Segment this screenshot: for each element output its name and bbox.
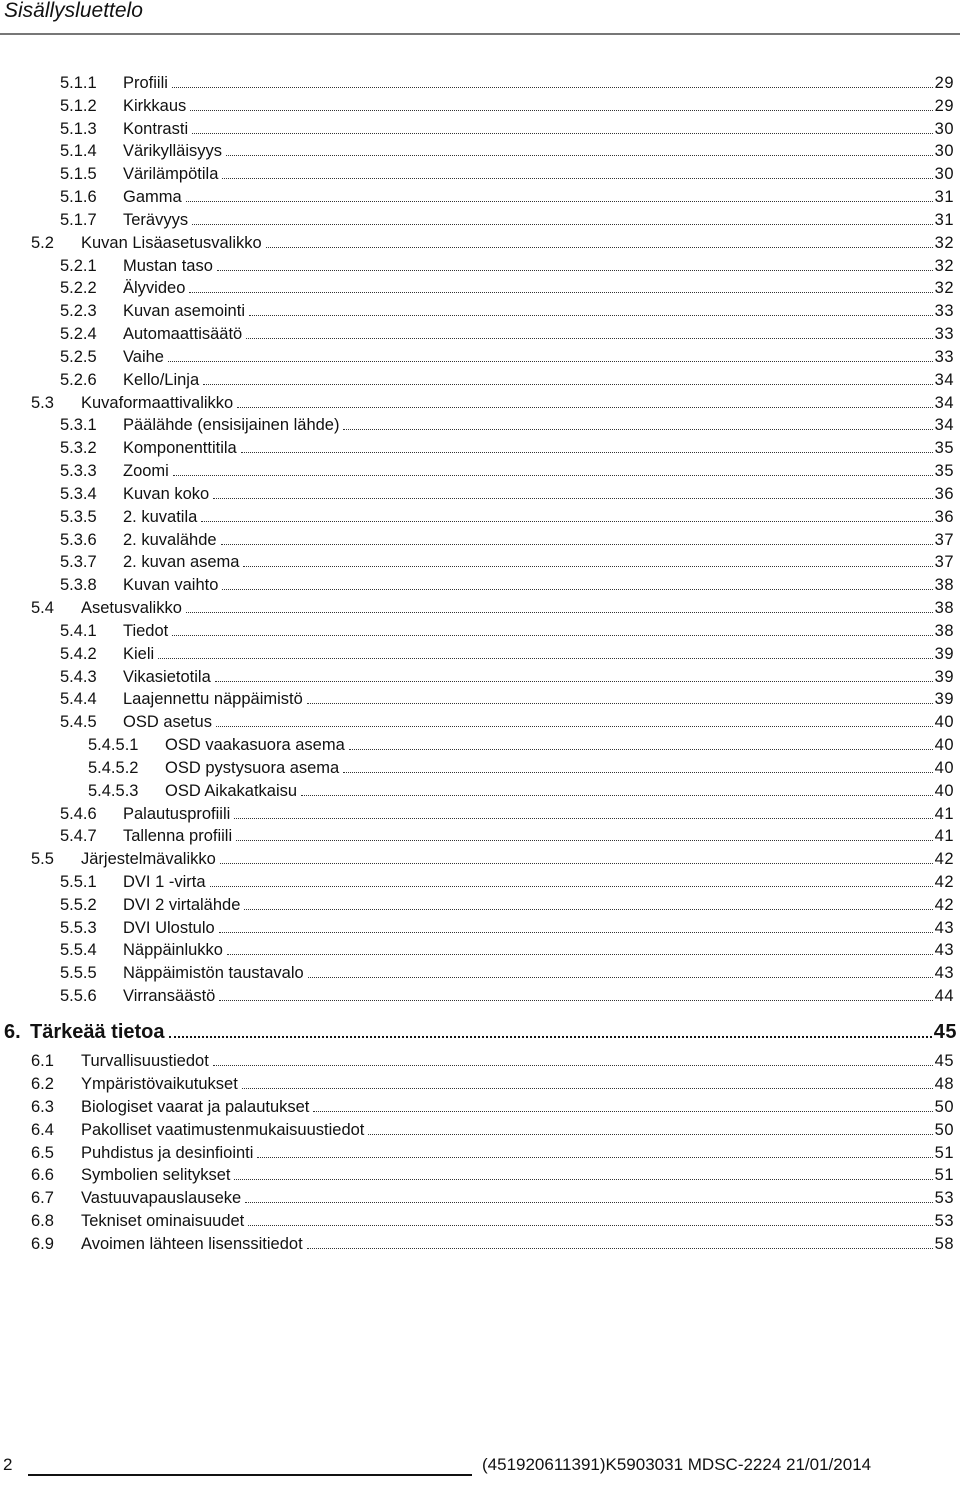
toc-entry-title: Näppäimistön taustavalo	[123, 964, 304, 983]
toc-entry-page: 38	[934, 599, 954, 618]
toc-entry-number: 5.5.6	[60, 987, 97, 1006]
toc-entry-title: Puhdistus ja desinfiointi	[81, 1143, 254, 1162]
toc-entry[interactable]	[0, 413, 960, 436]
toc-leader-dots	[226, 139, 933, 156]
toc-entry-title: Kirkkaus	[123, 96, 187, 115]
toc-leader-dots	[168, 345, 933, 362]
toc-entry[interactable]	[0, 436, 960, 459]
toc-entry-title: 2. kuvatila	[123, 507, 198, 526]
toc-leader-dots	[236, 824, 932, 841]
toc-entry[interactable]	[0, 596, 960, 619]
toc-leader-dots	[222, 162, 932, 179]
toc-entry-title: Symbolien selitykset	[81, 1166, 231, 1185]
page-header	[0, 0, 960, 36]
toc-entry-page: 42	[934, 895, 954, 914]
toc-leader-dots	[307, 687, 933, 704]
toc-entry-page: 31	[934, 210, 954, 229]
toc-entry-page: 30	[934, 142, 954, 161]
toc-entry-title: Kuvan asemointi	[123, 302, 245, 321]
toc-entry-number: 5.3	[31, 393, 54, 412]
toc-entry-title: Kello/Linja	[123, 370, 200, 389]
toc-entry-page: 39	[934, 690, 954, 709]
toc-chapter-entry[interactable]	[0, 1015, 960, 1049]
toc-entry[interactable]	[0, 322, 960, 345]
toc-leader-dots	[172, 71, 933, 88]
toc-leader-dots	[222, 573, 932, 590]
toc-entry-number: 5.5.1	[60, 872, 97, 891]
toc-entry-number: 5.5.2	[60, 895, 97, 914]
toc-entry[interactable]	[0, 1095, 960, 1118]
toc-entry-page: 34	[934, 416, 954, 435]
toc-entry[interactable]	[0, 71, 960, 94]
toc-chapter-number: 6.	[4, 1020, 21, 1043]
toc-entry-page: 37	[934, 553, 954, 572]
toc-entry[interactable]	[0, 1049, 960, 1072]
toc-entry-title: Järjestelmävalikko	[81, 850, 216, 869]
toc-entry-page: 53	[934, 1189, 954, 1208]
toc-entry-title: Profiili	[123, 74, 168, 92]
toc-entry-page: 30	[934, 119, 954, 138]
toc-entry-number: 5.3.1	[60, 416, 97, 435]
toc-entry-title: Avoimen lähteen lisenssitiedot	[81, 1235, 303, 1254]
toc-entry-page: 31	[934, 188, 954, 207]
toc-entry-page: 58	[934, 1235, 954, 1254]
toc-entry[interactable]	[0, 505, 960, 528]
toc-entry-title: Näppäinlukko	[123, 941, 223, 960]
toc-entry-title: Zoomi	[123, 462, 169, 481]
toc-entry-page: 43	[934, 964, 954, 983]
toc-leader-dots	[186, 185, 933, 202]
toc-entry-title: Palautusprofiili	[123, 804, 231, 823]
toc-entry-title: Kuvan vaihto	[123, 576, 219, 595]
toc-leader-dots	[219, 984, 932, 1001]
toc-entry-number: 6.2	[31, 1074, 54, 1093]
page-footer	[0, 1455, 960, 1485]
toc-entry[interactable]	[0, 847, 960, 870]
toc-entry-number: 5.4.5.2	[88, 758, 139, 777]
toc-entry[interactable]	[0, 276, 960, 299]
toc-leader-dots	[189, 276, 932, 293]
toc-entry-number: 5.4	[31, 599, 54, 618]
toc-leader-dots	[249, 299, 933, 316]
toc-entry-number: 5.4.4	[60, 690, 97, 709]
toc-entry-number: 6.9	[31, 1235, 54, 1254]
toc-leader-dots	[186, 596, 933, 613]
toc-leader-dots	[244, 893, 932, 910]
toc-entry-number: 5.4.5.1	[88, 736, 139, 755]
toc-leader-dots	[248, 1209, 932, 1226]
toc-entry[interactable]	[0, 1141, 960, 1164]
toc-entry-title: Asetusvalikko	[81, 599, 182, 618]
toc-entry-title: Virransäästö	[123, 987, 216, 1006]
toc-entry-number: 5.3.5	[60, 507, 97, 526]
toc-entry-page: 41	[934, 804, 954, 823]
toc-leader-dots	[349, 733, 933, 750]
toc-entry[interactable]	[0, 916, 960, 939]
toc-entry-number: 5.2.3	[60, 302, 97, 321]
toc-entry[interactable]	[0, 345, 960, 368]
toc-entry-number: 5.4.3	[60, 667, 97, 686]
toc-entry-page: 29	[934, 96, 954, 115]
toc-entry-title: Päälähde (ensisijainen lähde)	[123, 416, 340, 435]
toc-leader-dots	[210, 870, 933, 887]
toc-leader-dots	[173, 459, 933, 476]
toc-entry-title: 2. kuvan asema	[123, 553, 240, 572]
toc-entry-number: 5.4.7	[60, 827, 97, 846]
toc-chapter-page: 45	[933, 1020, 957, 1043]
toc-leader-dots	[266, 231, 933, 248]
toc-entry[interactable]	[0, 779, 960, 802]
toc-entry[interactable]	[0, 687, 960, 710]
toc-entry-title: Kuvan koko	[123, 484, 210, 503]
toc-entry[interactable]	[0, 756, 960, 779]
toc-entry-number: 5.2	[31, 233, 54, 252]
toc-entry[interactable]	[0, 299, 960, 322]
toc-entry-page: 44	[934, 987, 954, 1006]
toc-entry-page: 34	[934, 393, 954, 412]
toc-entry-title: Turvallisuustiedot	[81, 1051, 209, 1070]
toc-entry-title: DVI Ulostulo	[123, 918, 215, 937]
toc-entry-number: 5.3.7	[60, 553, 97, 572]
toc-entry-title: Tiedot	[123, 621, 169, 640]
toc-entry-page: 48	[934, 1074, 954, 1093]
toc-entry-number: 6.7	[31, 1189, 54, 1208]
toc-leader-dots	[169, 1016, 932, 1038]
toc-entry-number: 6.4	[31, 1120, 54, 1139]
toc-leader-dots	[343, 413, 932, 430]
toc-entry-number: 5.3.2	[60, 439, 97, 458]
toc-entry-number: 5.5.3	[60, 918, 97, 937]
toc-entry[interactable]	[0, 94, 960, 117]
toc-entry-page: 34	[934, 370, 954, 389]
toc-leader-dots	[257, 1141, 932, 1158]
toc-entry[interactable]	[0, 710, 960, 733]
toc-entry-number: 6.1	[31, 1051, 54, 1070]
toc-entry-page: 51	[934, 1166, 954, 1185]
toc-entry[interactable]	[0, 231, 960, 254]
toc-entry-title: Biologiset vaarat ja palautukset	[81, 1097, 310, 1116]
toc-entry[interactable]	[0, 162, 960, 185]
toc-entry-page: 43	[934, 918, 954, 937]
toc-entry-title: Kuvan Lisäasetusvalikko	[81, 233, 262, 252]
toc-entry[interactable]	[0, 459, 960, 482]
toc-leader-dots	[220, 847, 933, 864]
toc-section-6-entries	[0, 1049, 960, 1255]
toc-entry-number: 5.2.5	[60, 347, 97, 366]
toc-entry-number: 5.2.1	[60, 256, 97, 275]
toc-entry-number: 5.3.3	[60, 462, 97, 481]
toc-entry-number: 5.1.6	[60, 188, 97, 207]
toc-entry-number: 5.1.7	[60, 210, 97, 229]
toc-entry[interactable]	[0, 938, 960, 961]
toc-entry[interactable]	[0, 961, 960, 984]
toc-leader-dots	[158, 642, 932, 659]
toc-entry[interactable]	[0, 208, 960, 231]
toc-entry-page: 40	[934, 758, 954, 777]
toc-leader-dots	[308, 961, 933, 978]
toc-entry-number: 5.5.4	[60, 941, 97, 960]
toc-entry-number: 6.6	[31, 1166, 54, 1185]
footer-document-info: (451920611391)K5903031 MDSC-2224 21/01/2014	[482, 1455, 872, 1474]
toc-entry-title: Komponenttitila	[123, 439, 237, 458]
toc-entry-title: Kieli	[123, 644, 155, 663]
toc-entry-page: 35	[934, 439, 954, 458]
toc-entry-page: 50	[934, 1120, 954, 1139]
toc-entry-title: OSD pystysuora asema	[165, 758, 340, 777]
header-divider	[0, 33, 960, 35]
toc-entry[interactable]	[0, 185, 960, 208]
toc-entry[interactable]	[0, 1232, 960, 1255]
toc-entry-page: 39	[934, 644, 954, 663]
toc-leader-dots	[213, 1049, 933, 1066]
toc-entry[interactable]	[0, 619, 960, 642]
toc-leader-dots	[313, 1095, 932, 1112]
toc-entry-number: 5.4.6	[60, 804, 97, 823]
footer-page-number: 2	[3, 1455, 13, 1474]
toc-entry-number: 5.1.2	[60, 96, 97, 115]
toc-entry-title: Tekniset ominaisuudet	[81, 1212, 245, 1231]
toc-entry-page: 40	[934, 713, 954, 732]
toc-entry-title: Vastuuvapauslauseke	[81, 1189, 242, 1208]
toc-entry-title: Tallenna profiili	[123, 827, 233, 846]
toc-leader-dots	[246, 322, 932, 339]
toc-entry-title: DVI 2 virtalähde	[123, 895, 241, 914]
toc-entry-number: 5.1.5	[60, 165, 97, 184]
toc-entry-page: 38	[934, 621, 954, 640]
toc-entry-page: 32	[934, 233, 954, 252]
toc-leader-dots	[227, 938, 933, 955]
toc-entry-title: 2. kuvalähde	[123, 530, 217, 549]
toc-entry-number: 6.3	[31, 1097, 54, 1116]
toc-entry-number: 5.3.8	[60, 576, 97, 595]
toc-entry-number: 5.1.4	[60, 142, 97, 161]
toc-entry-number: 6.5	[31, 1143, 54, 1162]
toc-entry-page: 37	[934, 530, 954, 549]
toc-leader-dots	[213, 482, 932, 499]
toc-section-5	[0, 71, 960, 1007]
toc-entry-title: OSD asetus	[123, 713, 212, 732]
toc-entry-title: OSD Aikakatkaisu	[165, 781, 298, 800]
toc-entry-page: 38	[934, 576, 954, 595]
toc-entry-title: Älyvideo	[123, 279, 186, 298]
toc-entry-number: 5.2.2	[60, 279, 97, 298]
toc-entry[interactable]	[0, 1209, 960, 1232]
toc-entry-number: 5.2.6	[60, 370, 97, 389]
toc-leader-dots	[201, 505, 932, 522]
toc-entry-page: 53	[934, 1212, 954, 1231]
footer-divider	[28, 1474, 472, 1476]
table-of-contents	[0, 71, 960, 1255]
toc-entry[interactable]	[0, 802, 960, 825]
toc-leader-dots	[307, 1232, 933, 1249]
toc-entry[interactable]	[0, 368, 960, 391]
toc-entry-page: 50	[934, 1097, 954, 1116]
toc-entry[interactable]	[0, 1118, 960, 1141]
page-title: Sisällysluettelo	[4, 0, 143, 22]
toc-entry[interactable]	[0, 642, 960, 665]
toc-entry-title: Värilämpötila	[123, 165, 219, 184]
toc-leader-dots	[219, 916, 933, 933]
toc-leader-dots	[301, 779, 933, 796]
toc-entry-page: 29	[934, 74, 954, 92]
toc-leader-dots	[234, 802, 932, 819]
toc-entry[interactable]	[0, 733, 960, 756]
toc-entry-page: 33	[934, 347, 954, 366]
toc-entry-number: 5.3.4	[60, 484, 97, 503]
toc-entry-title: Mustan taso	[123, 256, 213, 275]
toc-leader-dots	[192, 117, 933, 134]
toc-entry-page: 39	[934, 667, 954, 686]
toc-leader-dots	[242, 1072, 933, 1089]
toc-entry-page: 35	[934, 462, 954, 481]
toc-entry-number: 5.3.6	[60, 530, 97, 549]
toc-leader-dots	[217, 254, 933, 271]
toc-section-6	[0, 1015, 960, 1255]
toc-entry[interactable]	[0, 482, 960, 505]
toc-leader-dots	[243, 550, 932, 567]
toc-chapter-title: Tärkeää tietoa	[30, 1020, 165, 1043]
toc-entry[interactable]	[0, 1163, 960, 1186]
toc-entry[interactable]	[0, 1072, 960, 1095]
toc-entry-page: 40	[934, 781, 954, 800]
toc-entry-page: 33	[934, 325, 954, 344]
toc-entry-page: 51	[934, 1143, 954, 1162]
toc-entry-title: Terävyys	[123, 210, 189, 229]
toc-entry[interactable]	[0, 1186, 960, 1209]
toc-entry-page: 32	[934, 256, 954, 275]
toc-entry-title: Värikylläisyys	[123, 142, 223, 161]
toc-entry-title: Vikasietotila	[123, 667, 211, 686]
toc-leader-dots	[245, 1186, 932, 1203]
toc-entry[interactable]	[0, 528, 960, 551]
toc-entry[interactable]	[0, 139, 960, 162]
toc-entry[interactable]	[0, 984, 960, 1007]
toc-leader-dots	[234, 1163, 932, 1180]
toc-entry[interactable]	[0, 665, 960, 688]
toc-entry-page: 41	[934, 827, 954, 846]
toc-entry-page: 36	[934, 507, 954, 526]
toc-entry-title: Kuvaformaattivalikko	[81, 393, 234, 412]
toc-entry-number: 5.5.5	[60, 964, 97, 983]
toc-leader-dots	[203, 368, 933, 385]
toc-leader-dots	[237, 391, 932, 408]
toc-entry-number: 5.1.3	[60, 119, 97, 138]
toc-leader-dots	[221, 528, 933, 545]
toc-entry-number: 5.1.1	[60, 74, 97, 92]
toc-leader-dots	[241, 436, 933, 453]
toc-entry-number: 5.5	[31, 850, 54, 869]
toc-entry[interactable]	[0, 893, 960, 916]
toc-entry[interactable]	[0, 573, 960, 596]
toc-entry-page: 42	[934, 872, 954, 891]
toc-entry-page: 43	[934, 941, 954, 960]
toc-leader-dots	[343, 756, 932, 773]
toc-leader-dots	[190, 94, 932, 111]
toc-entry-page: 40	[934, 736, 954, 755]
toc-entry-page: 36	[934, 484, 954, 503]
toc-entry-title: Gamma	[123, 188, 182, 207]
toc-entry-title: DVI 1 -virta	[123, 872, 206, 891]
toc-entry-number: 5.4.5.3	[88, 781, 139, 800]
toc-entry-title: Pakolliset vaatimustenmukaisuustiedot	[81, 1120, 365, 1139]
toc-entry-number: 6.8	[31, 1212, 54, 1231]
toc-entry-page: 45	[934, 1051, 954, 1070]
toc-entry-page: 30	[934, 165, 954, 184]
toc-leader-dots	[215, 665, 933, 682]
toc-entry[interactable]	[0, 117, 960, 140]
toc-entry-number: 5.4.5	[60, 713, 97, 732]
toc-entry-title: Laajennettu näppäimistö	[123, 690, 303, 709]
toc-entry-number: 5.4.2	[60, 644, 97, 663]
toc-leader-dots	[172, 619, 932, 636]
toc-entry-page: 33	[934, 302, 954, 321]
toc-entry[interactable]	[0, 550, 960, 573]
toc-entry-title: OSD vaakasuora asema	[165, 736, 345, 755]
toc-entry-page: 32	[934, 279, 954, 298]
toc-entry[interactable]	[0, 391, 960, 414]
toc-entry-title: Automaattisäätö	[123, 325, 243, 344]
toc-entry[interactable]	[0, 254, 960, 277]
toc-leader-dots	[192, 208, 933, 225]
toc-entry-title: Ympäristövaikutukset	[81, 1074, 238, 1093]
toc-entry-number: 5.2.4	[60, 325, 97, 344]
toc-leader-dots	[216, 710, 933, 727]
toc-entry[interactable]	[0, 824, 960, 847]
toc-entry-title: Vaihe	[123, 347, 164, 366]
toc-entry-number: 5.4.1	[60, 621, 97, 640]
toc-entry-title: Kontrasti	[123, 119, 189, 138]
toc-entry-page: 42	[934, 850, 954, 869]
toc-leader-dots	[368, 1118, 932, 1135]
toc-entry[interactable]	[0, 870, 960, 893]
